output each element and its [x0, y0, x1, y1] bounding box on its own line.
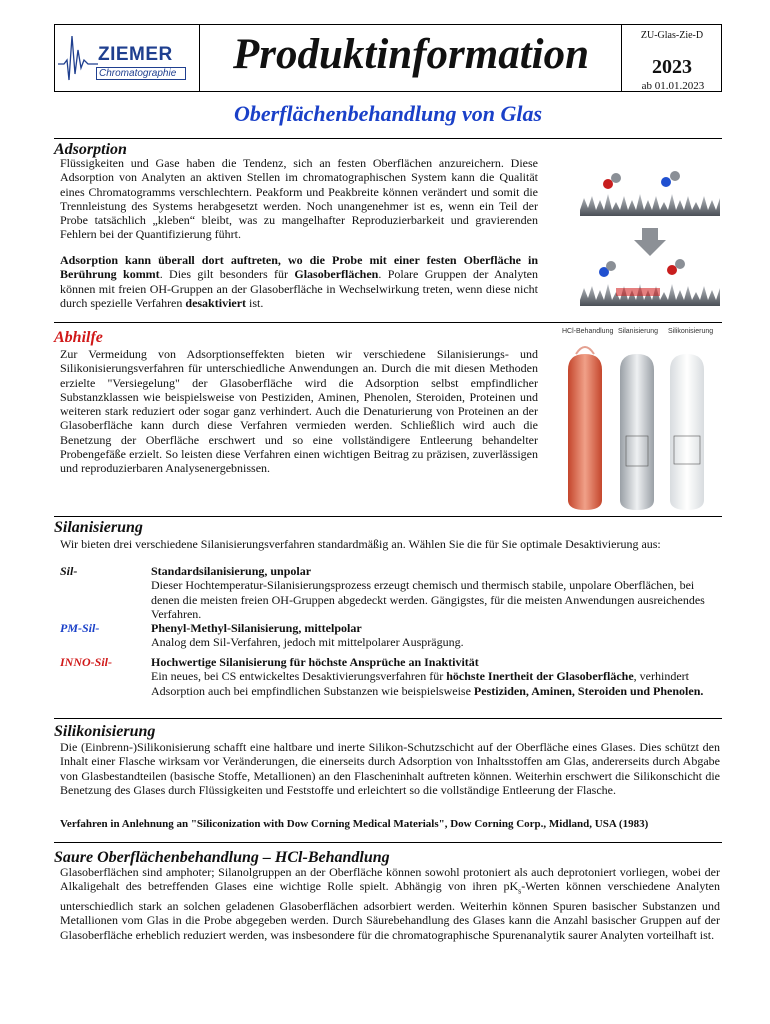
saure-subscript: s [518, 886, 522, 896]
pm-sil-text: Analog dem Sil-Verfahren, jedoch mit mittelpolarer Ausprägung. [151, 635, 464, 650]
inno-sil-text-a: Ein neues, bei CS entwickeltes Desaktivierungsverfahren für [151, 669, 447, 684]
logo-wordmark: ZIEMER [98, 44, 173, 65]
silikonisierung-reference: Verfahren in Anlehnung an "Siliconization with Dow Corning Medical Materials", Dow Corning Corp., Midland, USA (1983) [60, 818, 649, 830]
section-heading-adsorption: Adsorption [54, 141, 127, 158]
inno-sil-text-c: , verhindert Adsorption auch bei empfindlichen Substanzen wie beispielsweise [151, 669, 689, 698]
section-heading-silanisierung: Silanisierung [54, 519, 143, 536]
inno-sil-title: Hochwertige Silanisierung für höchste Ansprüche an Inaktivität [151, 655, 479, 669]
inno-sil-key: INNO-Sil- [60, 655, 113, 669]
logo-subtitle: Chromatographie [96, 67, 186, 80]
document-year: 2023 [652, 56, 692, 78]
section-saure [54, 842, 722, 867]
section-heading-abhilfe: Abhilfe [54, 329, 103, 346]
saure-text-a: Glasoberflächen sind amphoter; Silanolgruppen an der Oberfläche können sowohl protoniert als auch deprotoniert vorliegen, wobei der Alkaligehalt des betreffenden Glases eine wichtige Rolle spielt. Abhängig von ihren pK [60, 865, 720, 894]
vial-label-hcl: HCl-Behandlung [562, 328, 614, 335]
page-subtitle: Oberflächenbehandlung von Glas [233, 101, 543, 126]
abhilfe-paragraph: Zur Vermeidung von Adsorptionseffekten bieten wir verschiedene Silanisierungs- und Silikonisierungsverfahren für unterschiedliche Anwendungen an. Durch die mit diesen Methoden erzielte "Versiegelung" der Glasoberfläche wird die Adsorption selbst empfindlicher Substanzklassen wie beispielsweise von Pestiziden, Aminen, Phenolen, Steroiden, Proteinen und weiteren stark reduziert oder sogar ganz verhindert. Auch die Denaturierung von Proteinen an der Glasoberfläche kann durch diese Verfahren vermieden werden. Schließlich wird auch die Benetzung der Oberfläche erschwert und so eine vollständigere Entleerung behandelter Probengefäße erzielt. So leisten diese Verfahren einen wichtigen Beitrag zu präzisen, zuverlässigen und reproduzierbaren Analysenergebnissen. [60, 347, 538, 476]
section-silikonisierung [54, 718, 722, 741]
sil-title: Standardsilanisierung, unpolar [151, 564, 312, 578]
adsorption-text-2: . Polare Gruppen der Analyten können mit freien OH-Gruppen an der Glasoberfläche in Wechselwirkung treten, wenn diese nicht durch spezielle Verfahren [60, 267, 539, 310]
adsorption-emphasis-1: Adsorption kann überall dort auftreten, wo die Probe mit einer festen Oberfläche in Berührung kommt [60, 253, 538, 282]
chromatogram-logo-icon [58, 30, 98, 86]
inno-sil-text-d: Pestiziden, Aminen, Steroiden und Phenolen. [473, 683, 704, 698]
saure-text-b: -Werten können verschiedene Analyten unterschiedlich stark an solchen geladenen Glasoberflächen adsorbiert werden. Weiterhin können Spuren basischer Substanzen und Metallionen vom Glas in die Probe abgegeben werden. Durch Säurebehandlung des Glases kann die Anzahl basischer Gruppen auf der Glasoberfläche erheblich reduziert werden, was insbesondere für die chromatographische Spurenanalytik saurer Analyten vorteilhaft ist. [60, 879, 720, 942]
silikonisierung-paragraph: Die (Einbrenn-)Silikonisierung schafft eine haltbare und inerte Silikon-Schutzschicht auf der Oberfläche eines Glases. Dies schützt den Inhalt einer Flasche wirksam vor Veränderungen, die einerseits durch Adsorption von Inhaltsstoffen am Glas, andererseits durch Abgabe von Glasbestandteilen (basische Stoffe, Metallionen) an den Flascheninhalt auftreten können. Weiterhin erschwert die Silikonschicht die Benetzung des Glases durch Flüssigkeiten und Feststoffe und erleichtert so die vollständige Entleerung der Flasche. [60, 740, 720, 797]
valid-from-date: ab 01.01.2023 [641, 80, 705, 92]
adsorption-paragraph-1: Flüssigkeiten und Gase haben die Tendenz, sich an festen Oberflächen anzureichern. Diese Adsorption von Analyten an aktiven Stellen im chromatographischen System kann die Qualität eines Chromatogramms verschlechtern. Peakform und Peakbreite können verändert und somit die Trennleistung des Systems herabgesetzt werden. Noch unangenehmer ist es, wenn ein Teil der Probe tatsächlich „kleben“ bleibt, was zu mangelhafter Reproduzierbarkeit und gravierenden Fehlern bei der Quantifizierung führt. [60, 156, 538, 242]
vial-label-silanisierung: Silanisierung [618, 328, 659, 335]
sil-description [151, 564, 721, 621]
vial-label-silikonisierung: Silikonisierung [668, 328, 714, 335]
pm-sil-key: PM-Sil- [60, 621, 100, 635]
document-code: ZU-Glas-Zie-D [640, 30, 704, 41]
sil-key: Sil- [60, 564, 78, 578]
adsorption-emphasis-3: desaktiviert [185, 295, 247, 310]
pm-sil-title: Phenyl-Methyl-Silanisierung, mittelpolar [151, 621, 362, 635]
section-heading-saure: Saure Oberflächenbehandlung – HCl-Behandlung [54, 849, 390, 866]
pm-sil-description [151, 621, 721, 650]
section-heading-silikonisierung: Silikonisierung [54, 723, 156, 740]
adsorption-text-3: ist. [246, 295, 264, 310]
inno-sil-description [151, 655, 721, 698]
silanisierung-intro: Wir bieten drei verschiedene Silanisierungsverfahren standardmäßig an. Wählen Sie die für Sie optimale Desaktivierung aus: [60, 537, 661, 551]
sil-text: Dieser Hochtemperatur-Silanisierungsprozess erzeugt chemisch und thermisch stabile, unpolare Oberflächen, bei denen die meisten freien OH-Gruppen abgedeckt werden. Gängigstes, für die meisten Anwendungen ausreichendes Verfahren. [151, 578, 705, 621]
adsorption-emphasis-2: Glasoberflächen [294, 267, 379, 282]
vials-illustration [558, 340, 722, 514]
adsorption-illustration [580, 160, 720, 310]
adsorption-text-1: . Dies gilt besonders für [159, 267, 295, 282]
adsorption-paragraph-2 [60, 253, 538, 310]
inno-sil-text-b: höchste Inertheit der Glasoberfläche [446, 669, 634, 684]
section-silanisierung [54, 516, 722, 537]
saure-paragraph [60, 865, 720, 942]
page-title: Produktinformation [232, 31, 590, 78]
